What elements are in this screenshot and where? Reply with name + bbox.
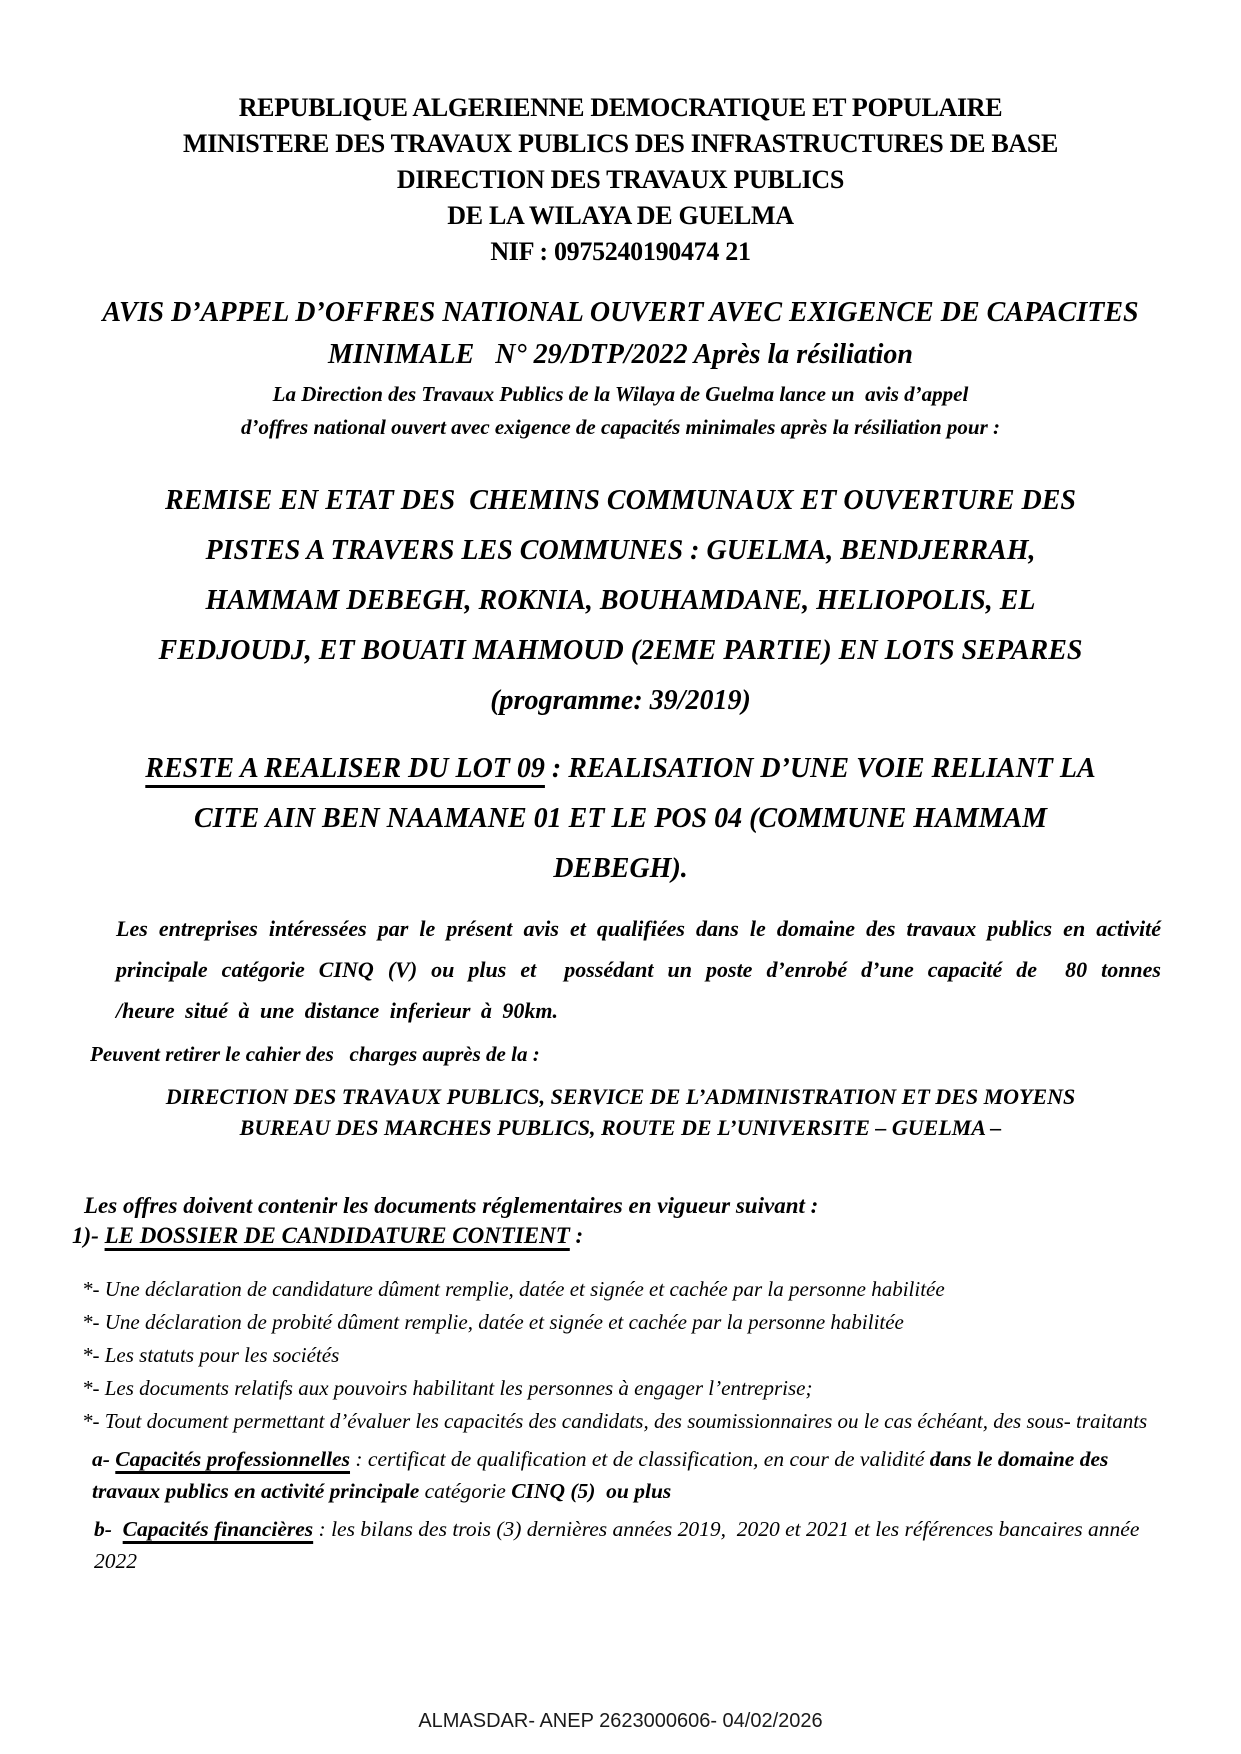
- project-title: [78, 476, 1163, 726]
- capacites-pro-bold2: CINQ (5) ou plus: [511, 1479, 672, 1503]
- header-direction-line: DIRECTION DES TRAVAUX PUBLICS: [396, 165, 845, 194]
- capacites-pro-label: Capacités professionnelles: [115, 1447, 351, 1471]
- notice-intro-line2: d’offres national ouvert avec exigence de capacités minimales après la résiliation pour :: [240, 415, 1001, 439]
- notice-title-line1: AVIS D’APPEL D’OFFRES NATIONAL OUVERT AVEC EXIGENCE DE CAPACITES: [102, 297, 1139, 328]
- lot-title: [78, 744, 1163, 894]
- capacites-pro-bold1: dans le domaine des travaux publics en activité principale: [92, 1447, 1114, 1503]
- header-republic-line: REPUBLIQUE ALGERIENNE DEMOCRATIQUE ET POPULAIRE: [238, 93, 1003, 122]
- capacites-pro-text2: catégorie: [424, 1479, 512, 1503]
- list-item: *- Tout document permettant d’évaluer les capacités des candidats, des soumissionnaires ou le cas échéant, des sous- traitants: [82, 1409, 1148, 1433]
- lot-title-underlined: RESTE A REALISER DU LOT 09: [145, 753, 545, 784]
- project-title-line1: REMISE EN ETAT DES CHEMINS COMMUNAUX ET OUVERTURE DES: [164, 485, 1077, 516]
- document-header: [78, 90, 1163, 270]
- retrait-address: [78, 1081, 1163, 1143]
- project-title-line3: HAMMAM DEBEGH, ROKNIA, BOUHAMDANE, HELIOPOLIS, EL: [205, 585, 1036, 616]
- candidature-list: [82, 1273, 1163, 1438]
- lot-title-line3: DEBEGH).: [553, 853, 688, 884]
- list-item: *- Les documents relatifs aux pouvoirs habilitant les personnes à engager l’entreprise;: [82, 1376, 813, 1400]
- capacites-pro-prefix: a-: [92, 1447, 116, 1471]
- offers-heading: Les offres doivent contenir les documents réglementaires en vigueur suivant :: [84, 1193, 819, 1218]
- list-item: *- Une déclaration de candidature dûment remplie, datée et signée et cachée par la personne habilitée: [82, 1277, 945, 1301]
- dossier-heading-title: LE DOSSIER DE CANDIDATURE CONTIENT: [104, 1223, 570, 1248]
- list-item: *- Les statuts pour les sociétés: [82, 1343, 340, 1367]
- anep-footer: ALMASDAR- ANEP 2623000606- 04/02/2026: [418, 1710, 823, 1732]
- lot-title-line1-rest: : REALISATION D’UNE VOIE RELIANT LA: [544, 753, 1096, 784]
- header-wilaya-line: DE LA WILAYA DE GUELMA: [447, 201, 794, 230]
- header-ministry-line: MINISTERE DES TRAVAUX PUBLICS DES INFRASTRUCTURES DE BASE: [182, 129, 1059, 158]
- capacites-fin-label: Capacités financières: [122, 1517, 314, 1541]
- notice-intro: [78, 378, 1163, 444]
- notice-title-line2: MINIMALE N° 29/DTP/2022 Après la résiliation: [328, 339, 913, 370]
- dossier-heading-prefix: 1)-: [72, 1223, 105, 1248]
- retrait-address-line1: DIRECTION DES TRAVAUX PUBLICS, SERVICE DE L’ADMINISTRATION ET DES MOYENS: [165, 1084, 1076, 1109]
- capacites-fin-prefix: b-: [94, 1517, 123, 1541]
- capacites-pro-text1: : certificat de qualification et de classification, en cour de validité: [350, 1447, 930, 1471]
- dossier-heading: [72, 1221, 1163, 1251]
- capacites-fin-text: : les bilans des trois (3) dernières années 2019, 2020 et 2021 et les références bancaires année 2022: [94, 1517, 1151, 1573]
- retrait-intro: Peuvent retirer le cahier des charges auprès de la :: [90, 1042, 540, 1066]
- capacites-financieres: [94, 1513, 1163, 1577]
- lot-title-line1: [78, 744, 1163, 794]
- project-title-line4: FEDJOUDJ, ET BOUATI MAHMOUD (2EME PARTIE) EN LOTS SEPARES: [158, 635, 1083, 666]
- header-nif-line: NIF : 0975240190474 21: [490, 237, 751, 266]
- notice-intro-line1: La Direction des Travaux Publics de la Wilaya de Guelma lance un avis d’appel: [272, 382, 969, 406]
- eligibility-paragraph: Les entreprises intéressées par le présent avis et qualifiées dans le domaine des travaux publics en activité principale catégorie CINQ (V) ou plus et possédant un poste d’enrobé d’une capacité de 80 tonnes /heure situé à une distance inferieur à 90km.: [116, 916, 1172, 1023]
- capacites-professionnelles: [92, 1443, 1163, 1507]
- dossier-heading-suffix: :: [569, 1223, 584, 1248]
- list-item: *- Une déclaration de probité dûment remplie, datée et signée et cachée par la personne habilitée: [82, 1310, 904, 1334]
- retrait-address-line2: BUREAU DES MARCHES PUBLICS, ROUTE DE L’UNIVERSITE – GUELMA –: [239, 1115, 1002, 1140]
- notice-title: [78, 292, 1163, 376]
- lot-title-line2: CITE AIN BEN NAAMANE 01 ET LE POS 04 (COMMUNE HAMMAM: [193, 803, 1048, 834]
- project-title-line2: PISTES A TRAVERS LES COMMUNES : GUELMA, BENDJERRAH,: [205, 535, 1036, 566]
- programme-line: (programme: 39/2019): [490, 685, 751, 716]
